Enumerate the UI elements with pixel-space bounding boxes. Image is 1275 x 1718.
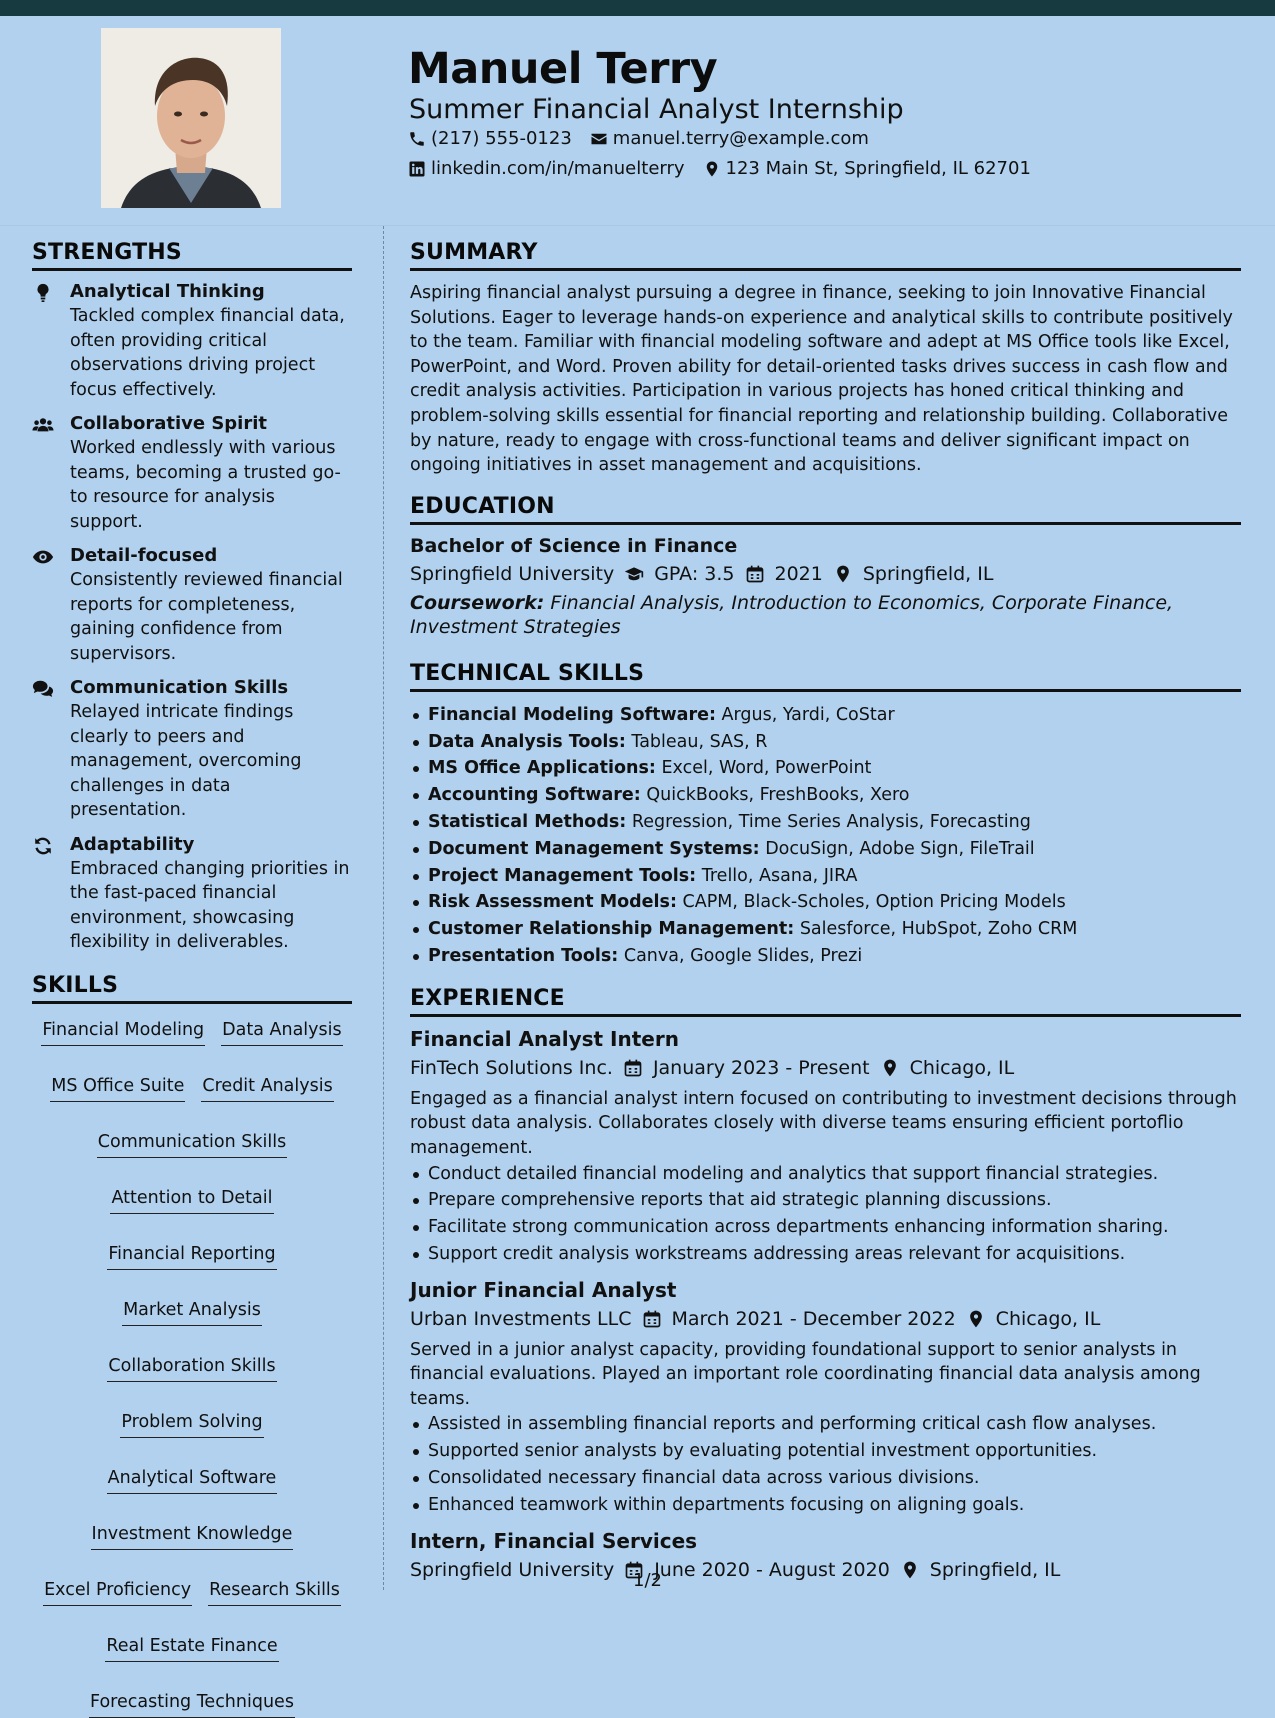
skill-tag: Real Estate Finance: [105, 1634, 278, 1662]
phone-item: [408, 128, 572, 149]
map-pin-icon: [900, 1560, 920, 1580]
lightbulb-icon: [32, 282, 56, 306]
strength-item: [32, 834, 352, 955]
skill-tag: Credit Analysis: [201, 1074, 333, 1102]
tech-value: Canva, Google Slides, Prezi: [623, 945, 863, 966]
tech-label: MS Office Applications:: [428, 758, 656, 779]
strength-name: Analytical Thinking: [70, 281, 265, 302]
tech-label: Financial Modeling Software:: [428, 704, 716, 725]
strength-desc: Embraced changing priorities in the fast-paced financial environment, showcasing flexibility in deliverables.: [70, 858, 350, 952]
tech-value: QuickBooks, FreshBooks, Xero: [646, 785, 910, 806]
job-bullets: [410, 1161, 1241, 1268]
list-item: Assisted in assembling financial reports and performing critical cash flow analyses.: [410, 1411, 1241, 1438]
tech-value: Argus, Yardi, CoStar: [721, 704, 895, 725]
tech-label: Document Management Systems:: [428, 838, 760, 859]
top-bar: [0, 0, 1275, 16]
list-item: Facilitate strong communication across departments enhancing information sharing.: [410, 1214, 1241, 1241]
tech-value: Salesforce, HubSpot, Zoho CRM: [799, 919, 1078, 940]
page-number: 1/2: [633, 1570, 662, 1591]
tech-value: Regression, Time Series Analysis, Forecasting: [631, 811, 1031, 832]
job-title: Junior Financial Analyst: [410, 1277, 677, 1302]
coursework: [410, 591, 1241, 639]
job-title: Intern, Financial Services: [410, 1528, 698, 1553]
map-pin-icon: [833, 564, 853, 584]
tech-value: CAPM, Black-Scholes, Option Pricing Models: [682, 892, 1066, 913]
summary-text: Aspiring financial analyst pursuing a degree in finance, seeking to join Innovative Financial Solutions. Eager to leverage hands-on experience and analytical skills to contribute positively to the team. Familiar with financial modeling software and adept at MS Office tools like Excel, PowerPoint, and Word. Proven ability for detail-oriented tasks drives success in cash flow and credit analysis activities. Participation in various projects has honed critical thinking and problem-solving skills essential for financial reporting and relationship building. Collaborative by nature, ready to engage with cross-functional teams and deliver significant impact on ongoing initiatives in asset management and acquisitions.: [410, 283, 1233, 476]
tech-label: Data Analysis Tools:: [428, 731, 626, 752]
list-item: [410, 782, 1241, 809]
skill-tag: Forecasting Techniques: [89, 1690, 295, 1718]
tech-value: Tableau, SAS, R: [631, 731, 768, 752]
list-item: [410, 755, 1241, 782]
email-item: [590, 128, 869, 149]
strength-name: Collaborative Spirit: [70, 413, 267, 434]
candidate-name: Manuel Terry: [408, 44, 718, 94]
skill-tag: Collaboration Skills: [107, 1354, 276, 1382]
address-item: [703, 158, 1031, 179]
job-location: Chicago, IL: [995, 1307, 1101, 1330]
tech-label: Customer Relationship Management:: [428, 919, 795, 940]
list-item: [410, 809, 1241, 836]
envelope-icon: [590, 130, 608, 148]
job-description: Engaged as a financial analyst intern focused on contributing to investment decisions through robust data analysis. Collaborates closely with diverse teams ensuring efficient portoflio management.: [410, 1088, 1237, 1158]
skill-tag: Financial Reporting: [107, 1242, 276, 1270]
tech-label: Risk Assessment Models:: [428, 892, 677, 913]
list-item: [410, 916, 1241, 943]
job-description: Served in a junior analyst capacity, providing foundational support to senior analysts in financial evaluations. Played an important role coordinating financial data analysis among teams.: [410, 1339, 1201, 1409]
tech-value: DocuSign, Adobe Sign, FileTrail: [765, 838, 1035, 859]
strength-item: [32, 677, 352, 823]
company-name: FinTech Solutions Inc.: [410, 1056, 613, 1079]
job-meta: [410, 1559, 1241, 1581]
street-address: 123 Main St, Springfield, IL 62701: [725, 158, 1031, 179]
list-item: [410, 729, 1241, 756]
list-item: [410, 836, 1241, 863]
strength-item: [32, 281, 352, 402]
strength-desc: Consistently reviewed financial reports for completeness, gaining confidence from supervisors.: [70, 570, 343, 664]
calendar-icon: [745, 564, 765, 584]
skill-tag: Data Analysis: [221, 1018, 342, 1046]
school-name: Springfield University: [410, 562, 615, 585]
strength-name: Detail-focused: [70, 545, 218, 566]
contact-row-2: [408, 158, 1043, 179]
list-item: Consolidated necessary financial data across various divisions.: [410, 1465, 1241, 1492]
strength-item: [32, 545, 352, 666]
coursework-label: Coursework:: [410, 591, 545, 614]
job-meta: [410, 1057, 1241, 1079]
skill-tag: Excel Proficiency: [43, 1578, 192, 1606]
linkedin-item: [408, 158, 685, 179]
technical-skills-list: [410, 702, 1241, 970]
contact-row-1: [408, 128, 881, 149]
gpa: GPA: 3.5: [654, 562, 735, 585]
job-bullets: [410, 1411, 1241, 1518]
skill-tag: Market Analysis: [122, 1298, 262, 1326]
technical-skills-heading: TECHNICAL SKILLS: [410, 661, 1241, 692]
skill-tag: Financial Modeling: [41, 1018, 205, 1046]
strength-desc: Tackled complex financial data, often providing critical observations driving project focus effectively.: [70, 306, 345, 400]
map-pin-icon: [703, 160, 721, 178]
column-divider: [383, 226, 384, 1590]
strength-name: Communication Skills: [70, 677, 289, 698]
skill-tag: Attention to Detail: [110, 1186, 273, 1214]
tech-label: Statistical Methods:: [428, 811, 627, 832]
tech-label: Presentation Tools:: [428, 945, 619, 966]
users-icon: [32, 414, 56, 438]
calendar-icon: [642, 1309, 662, 1329]
job-title: Financial Analyst Intern: [410, 1026, 679, 1051]
comments-icon: [32, 678, 56, 702]
coursework-list: Financial Analysis, Introduction to Economics, Corporate Finance, Investment Strategies: [410, 591, 1174, 638]
education-meta: [410, 563, 1241, 585]
summary-heading: SUMMARY: [410, 240, 1241, 271]
calendar-icon: [623, 1058, 643, 1078]
eye-icon: [32, 546, 56, 570]
tech-label: Accounting Software:: [428, 785, 641, 806]
skill-tag: MS Office Suite: [50, 1074, 185, 1102]
strengths-heading: STRENGTHS: [32, 240, 352, 271]
school-location: Springfield, IL: [862, 562, 994, 585]
tech-label: Project Management Tools:: [428, 865, 697, 886]
phone-icon: [408, 130, 426, 148]
strength-name: Adaptability: [70, 833, 195, 855]
profile-photo: [101, 28, 281, 208]
graduation-year: 2021: [774, 562, 823, 585]
list-item: [410, 702, 1241, 729]
strength-item: [32, 413, 352, 534]
company-name: Urban Investments LLC: [410, 1307, 632, 1330]
job-dates: June 2020 - August 2020: [654, 1558, 890, 1581]
education-heading: EDUCATION: [410, 494, 1241, 525]
list-item: [410, 863, 1241, 890]
experience-heading: EXPERIENCE: [410, 986, 1241, 1017]
resume-header: [0, 16, 1275, 226]
strength-desc: Relayed intricate findings clearly to peers and management, overcoming challenges in data presentation.: [70, 702, 302, 820]
list-item: Conduct detailed financial modeling and analytics that support financial strategies.: [410, 1161, 1241, 1188]
job-dates: January 2023 - Present: [652, 1056, 870, 1079]
tech-value: Excel, Word, PowerPoint: [661, 758, 872, 779]
degree-name: Bachelor of Science in Finance: [410, 534, 738, 557]
list-item: Enhanced teamwork within departments focusing on aligning goals.: [410, 1492, 1241, 1519]
skill-tag: Research Skills: [208, 1578, 341, 1606]
linkedin-url[interactable]: linkedin.com/in/manuelterry: [431, 158, 685, 179]
list-item: Prepare comprehensive reports that aid strategic planning discussions.: [410, 1187, 1241, 1214]
job-dates: March 2021 - December 2022: [671, 1307, 956, 1330]
graduation-cap-icon: [624, 564, 644, 584]
linkedin-icon: [408, 160, 426, 178]
job-location: Chicago, IL: [909, 1056, 1015, 1079]
sync-icon: [32, 835, 56, 859]
skill-tag: Analytical Software: [107, 1466, 278, 1494]
strength-desc: Worked endlessly with various teams, becoming a trusted go-to resource for analysis support.: [70, 438, 341, 532]
map-pin-icon: [880, 1058, 900, 1078]
right-column: [410, 240, 1241, 1581]
phone-number[interactable]: (217) 555-0123: [431, 128, 572, 149]
skills-heading: SKILLS: [32, 973, 352, 1004]
job-location: Springfield, IL: [929, 1558, 1061, 1581]
list-item: Supported senior analysts by evaluating potential investment opportunities.: [410, 1438, 1241, 1465]
list-item: Support credit analysis workstreams addressing areas relevant for acquisitions.: [410, 1241, 1241, 1268]
skill-tag: Investment Knowledge: [91, 1522, 294, 1550]
job-meta: [410, 1308, 1241, 1330]
skills-list: [32, 1018, 352, 1718]
map-pin-icon: [966, 1309, 986, 1329]
email-address[interactable]: manuel.terry@example.com: [612, 128, 869, 149]
tech-value: Trello, Asana, JIRA: [701, 865, 858, 886]
list-item: [410, 943, 1241, 970]
left-column: [32, 240, 352, 1718]
skill-tag: Problem Solving: [120, 1410, 263, 1438]
target-position: Summer Financial Analyst Internship: [409, 94, 904, 125]
list-item: [410, 889, 1241, 916]
skill-tag: Communication Skills: [97, 1130, 287, 1158]
company-name: Springfield University: [410, 1558, 615, 1581]
